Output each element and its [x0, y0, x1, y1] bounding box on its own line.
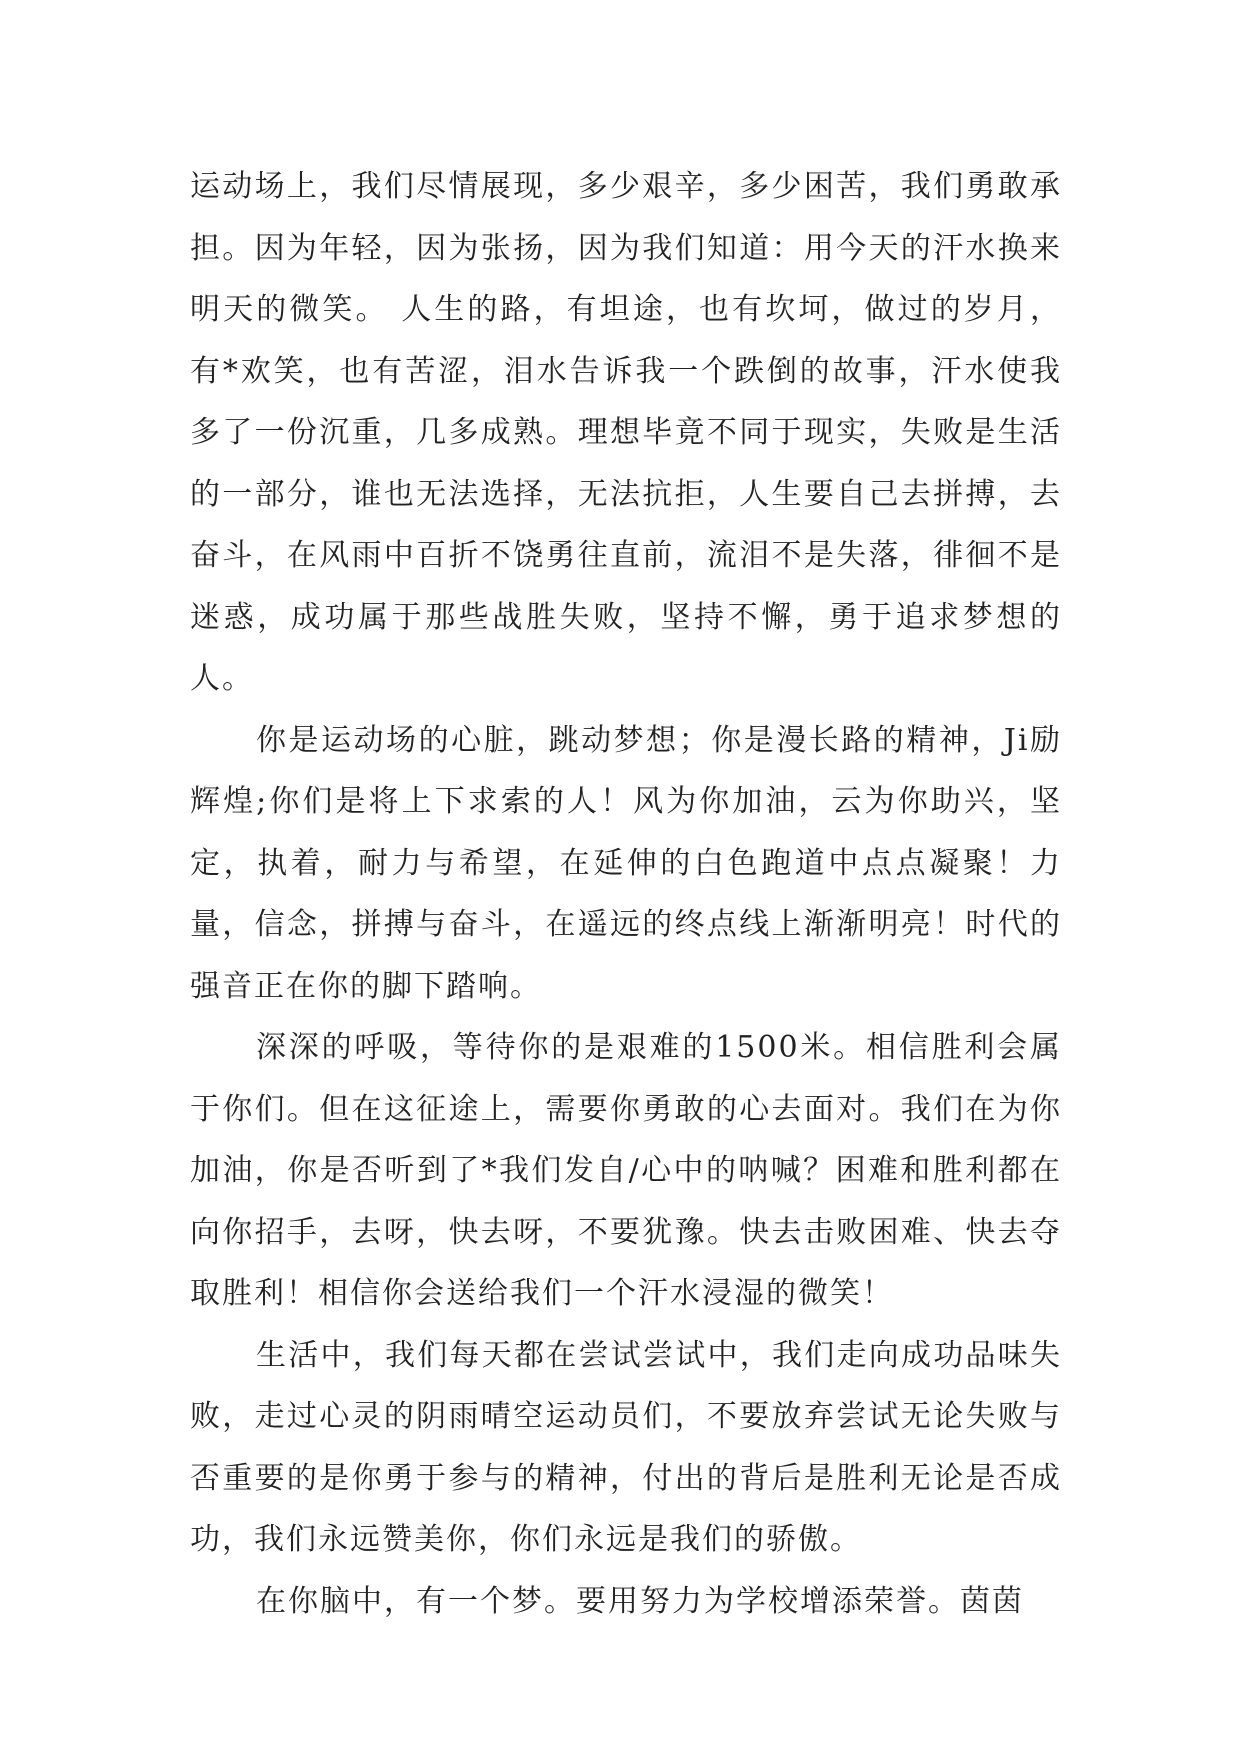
paragraph-4: 生活中，我们每天都在尝试尝试中，我们走向成功品味失败，走过心灵的阴雨晴空运动员们，不要放弃尝试无论失败与否重要的是你勇于参与的精神，付出的背后是胜利无论是否成功，我们永远赞美你，你们永远是我们的骄傲。 [190, 1337, 1062, 1557]
paragraph-2: 你是运动场的心脏，跳动梦想；你是漫长路的精神，Ji励辉煌;你们是将上下求索的人！风为你加油，云为你助兴，坚定，执着，耐力与希望，在延伸的白色跑道中点点凝聚！力量，信念，拼搏与奋斗，在遥远的终点线上渐渐明亮！时代的强音正在你的脚下踏响。 [190, 722, 1062, 1004]
document-body [190, 156, 1062, 1632]
paragraph-5: 在你脑中，有一个梦。要用努力为学校增添荣誉。茵茵 [256, 1583, 1024, 1619]
paragraph-3: 深深的呼吸，等待你的是艰难的1500米。相信胜利会属于你们。但在这征途上，需要你勇敢的心去面对。我们在为你加油，你是否听到了*我们发自/心中的呐喊？困难和胜利都在向你招手，去呀，快去呀，不要犹豫。快去击败困难、快去夺取胜利！相信你会送给我们一个汗水浸湿的微笑！ [190, 1030, 1062, 1311]
paragraph-1: 运动场上，我们尽情展现，多少艰辛，多少困苦，我们勇敢承担。因为年轻，因为张扬，因为我们知道：用今天的汗水换来明天的微笑。 人生的路，有坦途，也有坎坷，做过的岁月，有*欢笑，也有苦涩，泪水告诉我一个跌倒的故事，汗水使我多了一份沉重，几多成熟。理想毕竟不同于现实，失败是生活的一部分，谁也无法选择，无法抗拒，人生要自己去拼搏，去奋斗，在风雨中百折不饶勇往直前，流泪不是失落，徘徊不是迷惑，成功属于那些战胜失败，坚持不懈，勇于追求梦想的人。 [190, 169, 1062, 696]
